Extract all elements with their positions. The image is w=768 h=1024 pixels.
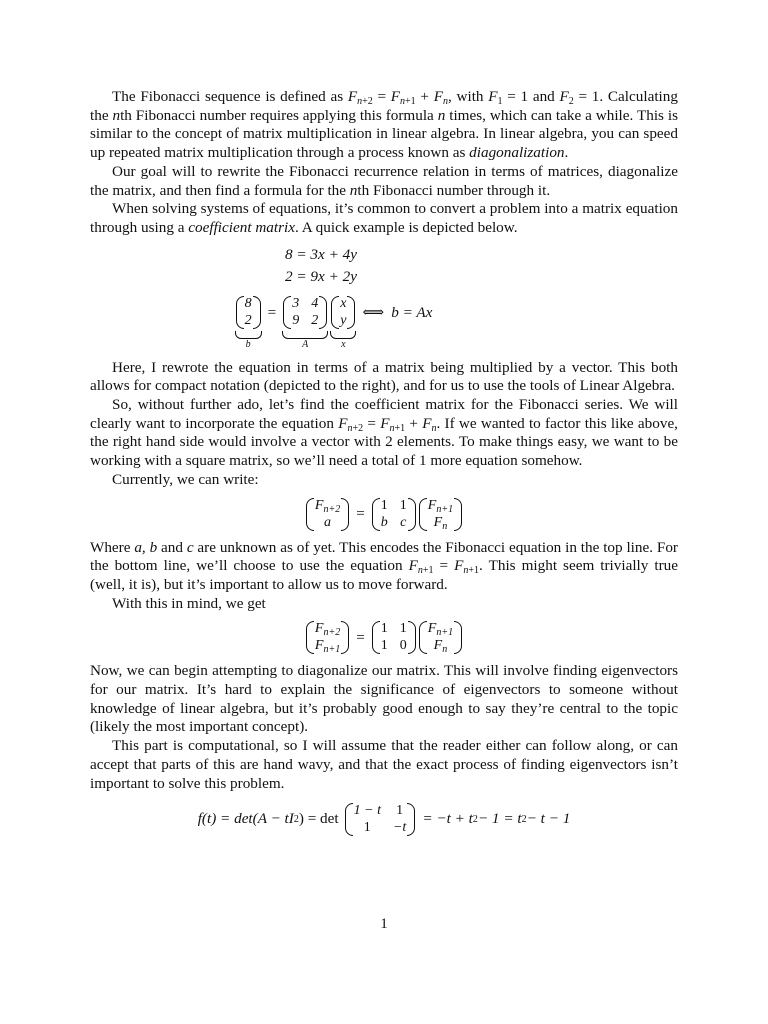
equation-1: 8 = 3x + 4y: [285, 245, 357, 263]
brace-x: x y x: [331, 296, 355, 351]
paragraph-with-this: With this in mind, we get: [112, 594, 266, 612]
equation-2: 2 = 9x + 2y: [285, 267, 357, 285]
paragraph-explanation: Here, I rewrote the equation in terms of a matrix being multiplied by a vector. This both allows for compact notation (depicted to the right), and for us to use the tools of Linear Algebra.: [90, 358, 678, 395]
characteristic-polynomial: f(t) = det(A − tI 2 ) = det 1 − t 1 1 −t = −t + t 2 − 1 = t 2 − t − 1: [197, 803, 571, 836]
paragraph-fibonacci-coefficient: So, without further ado, let’s find the coefficient matrix for the Fibonacci series. We will clearly want to incorporate the equation $F_{n+2} = F_{n+1} + F_n$. If we wanted to factor this like above, the right hand side would involve a vector with 2 elements. To make things easy, we want to be working with a square matrix, so we’ll need a total of 1 more equation somehow.: [90, 396, 678, 470]
emphasis-diagonalization: diagonalization: [469, 144, 565, 162]
paragraph-eigenvectors: Now, we can begin attempting to diagonalize our matrix. This will involve finding eigenvectors for our matrix. It’s hard to explain the significance of eigenvectors to someone without knowledge of linear algebra, but it’s probably good enough to say they’re central to the topic (likely the most important concept).: [90, 662, 678, 736]
matrix-equation-unknowns: $F_{n+2}$ a = 1 1 b c $F_{n+1}$ $F_n$: [90, 498, 678, 531]
document-body: [90, 88, 678, 844]
page-number: 1: [380, 916, 388, 932]
emphasis-coefficient-matrix: coefficient matrix: [188, 218, 295, 236]
matrix-equation-fibonacci: $F_{n+2}$ $F_{n+1}$ = 1 1 1 0 $F_{n+1}$ $F_n$: [90, 621, 678, 654]
brace-b: 8 2 b: [236, 296, 261, 351]
paragraph-currently: Currently, we can write:: [112, 470, 259, 488]
paragraph-computational: This part is computational, so I will assume that the reader either can follow along, or can accept that parts of this are hand wavy, and that the exact process of finding eigenvectors isn’t important to solve this problem.: [90, 737, 678, 792]
paragraph-where: Where a, b and c are unknown as of yet. This encodes the Fibonacci equation in the top line. For the bottom line, we’ll choose to use the equation $F_{n+1} = F_{n+1}$. This might seem trivially true (well, it is), but it’s important to allow us to move forward.: [90, 538, 678, 593]
paragraph-coefficient: When solving systems of equations, it’s common to convert a problem into a matrix equation through using a coefficient matrix. A quick example is depicted below.: [90, 200, 678, 236]
paragraph-intro: The Fibonacci sequence is defined as $F_{n+2} = F_{n+1} + F_n$, with $F_1 = 1$ and $F_2 = 1$. Calculating the nth Fibonacci number requires applying this formula n times, which can take a while. This is similar to the concept of matrix multiplication in linear algebra. In linear algebra, you can speed up repeated matrix multiplication through a process known as diagonalization.: [90, 88, 679, 162]
system-of-equations: [285, 244, 678, 288]
paragraph-goal: Our goal will to rewrite the Fibonacci recurrence relation in terms of matrices, diagonalize the matrix, and then find a formula for the nth Fibonacci number through it.: [90, 162, 678, 199]
brace-A: 3 4 9 2 A: [283, 296, 327, 351]
matrix-equation-example: 8 2 b = 3 4 9 2 A x y x ⟺ b = Ax: [0, 296, 678, 351]
